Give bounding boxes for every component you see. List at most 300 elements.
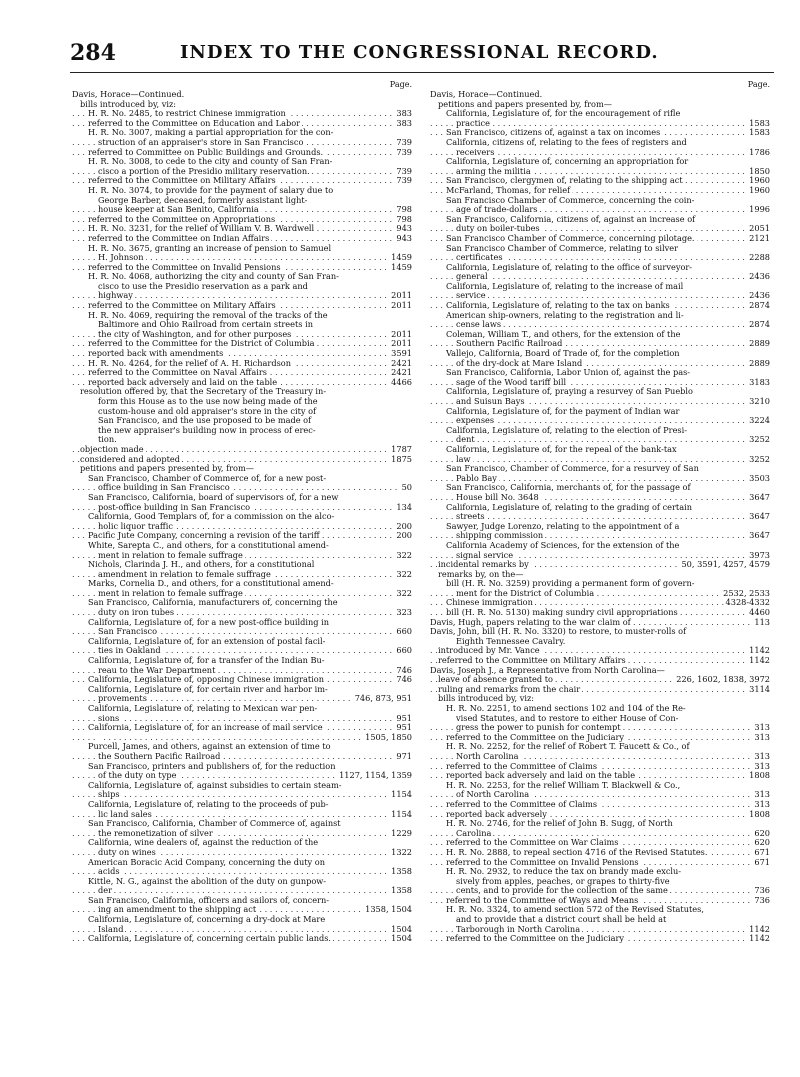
- index-entry: [430, 915, 770, 925]
- entry-text: referred to the Committee on Education and Labor: [88, 118, 301, 128]
- entry-text: cense laws: [456, 320, 502, 330]
- entry-text: H. Johnson: [98, 253, 144, 263]
- entry-text: Island: [98, 924, 124, 934]
- index-entry: [430, 167, 770, 177]
- index-entry: [72, 560, 412, 570]
- entry-page: 739: [396, 176, 412, 186]
- entry-text: San Francisco, California, merchants of, for the passage of: [446, 483, 691, 493]
- entry-text: Carolina: [456, 828, 492, 838]
- entry-text: Davis, Joseph J., a Representative from North Carolina—: [430, 665, 665, 675]
- index-entry: [430, 339, 770, 349]
- entry-text: cisco to use the Presidio reservation as a park and: [98, 281, 308, 291]
- entry-text: referred to the Committee of Claims: [446, 799, 598, 809]
- entry-text: referred to the Committee for the District of Columbia: [88, 339, 315, 349]
- entry-text: H. R. No. 2253, for the relief William T. Blackwell & Co.,: [446, 780, 681, 790]
- entry-page: 943: [396, 233, 412, 243]
- entry-page: 798: [396, 214, 412, 224]
- entry-text: Kittle, N. G., against the abolition of the duty on gunpow-: [88, 876, 327, 886]
- index-entry: [72, 934, 412, 944]
- index-entry: [72, 234, 412, 244]
- index-entry: [72, 215, 412, 225]
- index-entry: [72, 800, 412, 810]
- index-entry: [72, 925, 412, 935]
- entry-text: California, Legislature of, concerning certain public lands.: [88, 934, 332, 944]
- index-entry: [72, 819, 412, 829]
- entry-page: 1154: [391, 809, 412, 819]
- entry-page: 1850: [749, 166, 770, 176]
- index-entry: [430, 349, 770, 359]
- entry-text: California, Legislature of, relating to the proceeds of pub-: [88, 799, 329, 809]
- entry-page: 2051: [749, 224, 770, 234]
- entry-page: 671: [754, 857, 770, 867]
- entry-text: ships: [98, 790, 120, 800]
- entry-text: California, Legislature of, relating to Mexican war pen-: [88, 704, 318, 713]
- entry-text: Davis, Hugh, papers relating to the war claim of: [430, 617, 631, 627]
- entry-text: bill (H. R. No. 3259) providing a permanent form of govern-: [446, 579, 695, 589]
- entry-text: California, Legislature of, relating to the tax on banks: [446, 301, 670, 311]
- index-entry: [430, 512, 770, 522]
- index-entry: [72, 435, 412, 445]
- entry-text: referred to the Committee on Invalid Pensions: [446, 857, 639, 867]
- entry-text: San Francisco Chamber of Commerce, relating to silver: [446, 243, 679, 253]
- entry-text: duty on iron tubes: [98, 608, 175, 618]
- entry-text: H. R. No. 2252, for the relief of Robert T. Faucett & Co., of: [446, 742, 690, 752]
- entry-page: 226, 1602, 1838, 3972: [676, 675, 770, 685]
- index-entry: [430, 455, 770, 465]
- entry-text: American Boracic Acid Company, concerning the duty on: [88, 857, 325, 867]
- entry-page: 313: [754, 761, 770, 771]
- entry-page: 383: [396, 118, 412, 128]
- entry-page: 739: [396, 137, 412, 147]
- index-entry: [72, 694, 412, 704]
- index-entry: [430, 598, 770, 608]
- index-entry: [430, 445, 770, 455]
- entry-text: duty on wines: [98, 847, 156, 857]
- index-entry: [430, 205, 770, 215]
- entry-text: lic land sales: [98, 809, 152, 819]
- index-entry: [430, 253, 770, 263]
- index-entry: [430, 877, 770, 887]
- index-entry: [72, 330, 412, 340]
- index-entry: [430, 435, 770, 445]
- index-entry: [430, 224, 770, 234]
- index-entry: [72, 349, 412, 359]
- entry-text: San Francisco, California, manufacturers of, concerning the: [88, 598, 338, 608]
- index-entry: [72, 282, 412, 292]
- entry-page: 4328-4332: [725, 598, 770, 608]
- entry-text: considered and adopted: [80, 454, 180, 464]
- entry-page: 739: [396, 166, 412, 176]
- entry-text: San Francisco Chamber of Commerce, concerning pilotage.: [446, 233, 695, 243]
- entry-page: 746: [396, 675, 412, 685]
- entry-text: streets: [456, 512, 485, 522]
- entry-text: H. R. No. 2932, to reduce the tax on brandy made exclu-: [446, 867, 682, 877]
- index-entry: [430, 704, 770, 714]
- entry-page: 3114: [749, 684, 770, 694]
- index-entry: [72, 551, 412, 561]
- entry-text: Coleman, William T., and others, for the extension of the: [446, 329, 681, 339]
- entry-page: 2436: [749, 272, 770, 282]
- index-entry: [430, 301, 770, 311]
- index-entry: [72, 368, 412, 378]
- entry-page: 3252: [749, 435, 770, 445]
- entry-text: H. R. No. 3324, to amend section 572 of the Revised Statutes,: [446, 905, 704, 915]
- entry-page: 50, 3591, 4257, 4579: [681, 560, 770, 570]
- index-entry: [72, 205, 412, 215]
- index-entry: [72, 570, 412, 580]
- entry-text: dent: [456, 435, 475, 445]
- entry-text: Tarborough in North Carolina: [456, 924, 581, 934]
- entry-text: provements: [98, 694, 147, 704]
- entry-page: 2874: [749, 301, 770, 311]
- index-entry: [430, 464, 770, 474]
- entry-text: referred to the Committee on Appropriations: [88, 214, 276, 224]
- index-entry: [72, 119, 412, 129]
- index-entry: [72, 858, 412, 868]
- entry-text: bills introduced by, viz:: [80, 99, 177, 109]
- index-entry: [72, 291, 412, 301]
- index-entry: [72, 339, 412, 349]
- entry-text: California, Legislature of, for the repeal of the bank-tax: [446, 444, 677, 454]
- entry-text: Sawyer, Judge Lorenzo, relating to the appointment of a: [446, 521, 680, 531]
- entry-page: 1787: [391, 444, 412, 454]
- entry-text: expenses: [456, 416, 495, 426]
- index-entry: [72, 176, 412, 186]
- entry-text: California, Legislature of, for a new post-office building in: [88, 617, 330, 627]
- entry-page: 2421: [391, 358, 412, 368]
- index-entry: [430, 531, 770, 541]
- entry-text: California, citizens of, relating to the fees of registers and: [446, 137, 687, 147]
- index-entry: [72, 90, 412, 100]
- entry-text: Purcell, James, and others, against an extension of time to: [88, 742, 331, 752]
- entry-text: California, Legislature of, for an extension of postal facil-: [88, 636, 326, 646]
- entry-page: 1786: [749, 147, 770, 157]
- entry-page: 951: [396, 713, 412, 723]
- index-entry: [430, 90, 770, 100]
- index-entry: [72, 416, 412, 426]
- entry-text: reported back with amendments: [88, 349, 224, 359]
- index-entry: [430, 128, 770, 138]
- entry-text: California, Legislature of, relating to the grading of certain: [446, 502, 692, 512]
- index-entry: [430, 426, 770, 436]
- entry-page: 3224: [749, 416, 770, 426]
- index-entry: [72, 426, 412, 436]
- entry-text: California, Legislature of, against subsidies to certain steam-: [88, 780, 342, 790]
- entry-text: cisco a portion of the Presidio military reservation.: [98, 166, 310, 176]
- entry-page: 3973: [749, 550, 770, 560]
- index-entry: [430, 656, 770, 666]
- entry-text: San Francisco, and the use proposed to be made of: [98, 416, 312, 426]
- entry-text: California, Legislature of, concerning an appropriation for: [446, 157, 689, 167]
- entry-page: 943: [396, 224, 412, 234]
- entry-page: 3647: [749, 512, 770, 522]
- index-entry: [72, 838, 412, 848]
- entry-page: 1358: [391, 886, 412, 896]
- entry-text: leave of absence granted to: [438, 675, 553, 685]
- entry-text: amendment in relation to female suffrage: [98, 569, 271, 579]
- entry-page: 1808: [749, 771, 770, 781]
- index-entry: [430, 186, 770, 196]
- index-entry: [430, 675, 770, 685]
- index-entry: [72, 387, 412, 397]
- index-entry: [430, 627, 770, 637]
- entry-text: objection made: [80, 444, 144, 454]
- index-entry: [430, 503, 770, 513]
- index-entry: [430, 608, 770, 618]
- entry-page: 322: [396, 569, 412, 579]
- index-entry: [72, 666, 412, 676]
- entry-page: 1142: [749, 646, 770, 656]
- entry-text: struction of an appraiser's store in San Francisco: [98, 137, 304, 147]
- index-entry: [430, 551, 770, 561]
- entry-text: of the duty on type: [98, 771, 177, 781]
- entry-text: of the dry-dock at Mare Island: [456, 358, 583, 368]
- entry-text: referred to the Committee of Ways and Means: [446, 895, 639, 905]
- page-number: 284: [70, 40, 116, 66]
- index-entry: [72, 627, 412, 637]
- entry-text: McFarland, Thomas, for relief: [446, 185, 571, 195]
- entry-page: 798: [396, 205, 412, 215]
- entry-text: George Barber, deceased, formerly assistant light-: [98, 195, 308, 205]
- index-entry: [72, 253, 412, 263]
- page-column-label: Page.: [389, 80, 412, 89]
- entry-page: 1322: [391, 847, 412, 857]
- header-rule: [70, 72, 774, 73]
- index-entry: [72, 167, 412, 177]
- entry-text: H. R. No. 2251, to amend sections 102 and 104 of the Re-: [446, 704, 686, 713]
- entry-text: petitions and papers presented by, from—: [80, 464, 254, 474]
- index-entry: [430, 858, 770, 868]
- index-entry: [72, 483, 412, 493]
- index-entry: [430, 291, 770, 301]
- page-header: [70, 40, 770, 74]
- index-entry: [72, 196, 412, 206]
- index-entry: [72, 714, 412, 724]
- index-entry: [72, 272, 412, 282]
- index-entry: [72, 905, 412, 915]
- entry-text: California, Legislature of, praying a resurvey of San Pueblo: [446, 387, 693, 397]
- entry-text: San Francisco, clergymen of, relating to the shipping act: [446, 176, 683, 186]
- index-entry: [430, 368, 770, 378]
- index-entry: [72, 320, 412, 330]
- entry-page: 2011: [391, 291, 412, 301]
- entry-text: and Suisun Bays: [456, 397, 525, 406]
- entry-page: 2288: [749, 253, 770, 263]
- entry-page: 3252: [749, 454, 770, 464]
- entry-text: general: [456, 272, 488, 282]
- index-entry: [72, 771, 412, 781]
- index-entry: [72, 618, 412, 628]
- entry-text: [98, 733, 100, 742]
- entry-text: San Francisco, Chamber of Commerce of, for a new post-: [88, 473, 327, 483]
- index-entry: [430, 637, 770, 647]
- entry-text: duty on boiler-tubes: [456, 224, 540, 234]
- entry-text: sage of the Wood tariff bill: [456, 377, 567, 387]
- entry-page: 2011: [391, 339, 412, 349]
- index-entry: [430, 771, 770, 781]
- entry-page: 1459: [391, 253, 412, 263]
- entry-text: referred to the Committee on War Claims: [446, 838, 619, 848]
- entry-text: referred to the Committee on the Judiciary: [446, 934, 625, 944]
- index-entry: [72, 244, 412, 254]
- entry-text: H. R. No. 4264, for the relief of A. H. Richardson: [88, 358, 291, 368]
- index-entry: [430, 762, 770, 772]
- index-entry: [72, 848, 412, 858]
- entry-text: incidental remarks by: [438, 560, 529, 570]
- entry-page: 2011: [391, 301, 412, 311]
- entry-page: 322: [396, 588, 412, 598]
- entry-page: 2121: [749, 233, 770, 243]
- entry-text: California, Legislature of, concerning a dry-dock at Mare: [88, 915, 326, 925]
- entry-text: resolution offered by, that the Secretary of the Treasury in-: [80, 387, 327, 397]
- entry-text: Davis, Horace—Continued.: [430, 90, 543, 99]
- entry-page: 1960: [749, 185, 770, 195]
- entry-page: 383: [396, 109, 412, 119]
- entry-text: referred to the Committee on Military Affairs: [438, 656, 626, 666]
- entry-text: introduced by Mr. Vance: [438, 646, 540, 656]
- index-entry: [430, 618, 770, 628]
- entry-page: 323: [396, 608, 412, 618]
- entry-page: 1960: [749, 176, 770, 186]
- entry-text: the city of Washington, and for other purposes: [98, 329, 292, 339]
- index-entry: [72, 503, 412, 513]
- index-entry: [72, 407, 412, 417]
- entry-text: H. R. No. 3007, making a partial appropriation for the con-: [88, 128, 334, 138]
- entry-page: 1459: [391, 262, 412, 272]
- entry-text: post-office building in San Francisco: [98, 502, 251, 512]
- entry-page: 1127, 1154, 1359: [339, 771, 412, 781]
- index-entry: [72, 186, 412, 196]
- index-entry: [430, 646, 770, 656]
- entry-text: H. R. No. 4069, requiring the removal of the tracks of the: [88, 310, 328, 320]
- index-entry: [430, 925, 770, 935]
- index-entry: [430, 589, 770, 599]
- entry-page: 1142: [749, 934, 770, 944]
- entry-page: 1996: [749, 205, 770, 215]
- index-entry: [430, 138, 770, 148]
- index-entry: [72, 685, 412, 695]
- entry-text: ruling and remarks from the chair: [438, 684, 581, 694]
- entry-text: remarks by, on the—: [438, 569, 524, 579]
- index-entry: [430, 819, 770, 829]
- entry-text: California, Legislature of, relating to the election of Presi-: [446, 425, 688, 435]
- entry-text: der: [98, 886, 113, 896]
- entry-text: Vallejo, California, Board of Trade of, for the completion: [446, 349, 680, 359]
- entry-text: reported back adversely: [446, 809, 547, 819]
- entry-page: 1583: [749, 128, 770, 138]
- entry-page: 971: [396, 751, 412, 761]
- entry-text: American ship-owners, relating to the registration and li-: [446, 310, 684, 320]
- entry-page: 4460: [749, 608, 770, 618]
- entry-page: 313: [754, 732, 770, 742]
- entry-page: 313: [754, 790, 770, 800]
- entry-text: referred to the Committee on the Judiciary: [446, 732, 625, 742]
- index-entry: [72, 829, 412, 839]
- entry-text: California, wine dealers of, against the reduction of the: [88, 838, 319, 848]
- index-entry: [430, 483, 770, 493]
- index-entry: [72, 493, 412, 503]
- index-entry: [72, 896, 412, 906]
- entry-text: law: [456, 454, 471, 464]
- entry-text: sively from apples, peaches, or grapes to thirty-five: [456, 876, 670, 886]
- index-entry: [72, 148, 412, 158]
- index-entry: [430, 196, 770, 206]
- index-entry: [430, 886, 770, 896]
- entry-page: 1505, 1850: [365, 732, 412, 742]
- index-entry: [72, 790, 412, 800]
- entry-text: shipping commission: [456, 531, 544, 541]
- index-entry: [430, 848, 770, 858]
- entry-text: vised Statutes, and to restore to either House of Con-: [456, 713, 679, 723]
- entry-text: sions: [98, 713, 120, 723]
- entry-text: H. R. No. 2485, to restrict Chinese immigration: [88, 109, 286, 119]
- entry-text: Marks, Cornelia D., and others, for a constitutional amend-: [88, 579, 334, 589]
- entry-page: 746: [396, 665, 412, 675]
- index-entry: [72, 762, 412, 772]
- entry-text: ties in Oakland: [98, 646, 161, 656]
- entry-text: custom-house and old appraiser's store in the city of: [98, 406, 317, 416]
- index-entry: [72, 886, 412, 896]
- entry-page: 2436: [749, 291, 770, 301]
- index-entry: [430, 119, 770, 129]
- entry-text: ing an amendment to the shipping act: [98, 905, 257, 915]
- index-entry: [430, 867, 770, 877]
- index-entry: [430, 905, 770, 915]
- entry-text: H. R. No. 2746, for the relief of John B. Sugg, of North: [446, 819, 673, 829]
- entry-page: 739: [396, 147, 412, 157]
- entry-page: 1142: [749, 656, 770, 666]
- index-entry: [430, 829, 770, 839]
- entry-text: San Francisco, printers and publishers of, for the reduction: [88, 761, 336, 771]
- entry-text: Baltimore and Ohio Railroad from certain streets in: [98, 320, 313, 330]
- index-entry: [72, 455, 412, 465]
- entry-page: 3503: [749, 473, 770, 483]
- index-entry: [72, 646, 412, 656]
- index-entry: [430, 666, 770, 676]
- index-entry: [72, 157, 412, 167]
- index-entry: [430, 359, 770, 369]
- entry-page: 3183: [749, 377, 770, 387]
- entry-page: 3591: [391, 349, 412, 359]
- entry-page: 660: [396, 627, 412, 637]
- entry-text: holic liquor traffic: [98, 521, 173, 531]
- entry-text: and to provide that a district court shall be held at: [456, 915, 667, 925]
- index-entry: [72, 742, 412, 752]
- entry-text: Davis, Horace—Continued.: [72, 90, 185, 99]
- index-entry: [430, 790, 770, 800]
- entry-text: San Francisco, California, Labor Union of, against the pas-: [446, 368, 691, 378]
- entry-page: 2532, 2533: [723, 588, 770, 598]
- entry-text: gress the power to punish for contempt: [456, 723, 621, 733]
- index-entry: [72, 224, 412, 234]
- entry-text: H. R. No. 3074, to provide for the payment of salary due to: [88, 185, 334, 195]
- entry-page: 3647: [749, 492, 770, 502]
- index-entry: [430, 157, 770, 167]
- entry-text: San Francisco Chamber of Commerce, concerning the coin-: [446, 195, 695, 205]
- entry-text: arming the militia: [456, 166, 531, 176]
- index-entry: [72, 531, 412, 541]
- entry-text: San Francisco, citizens of, against a tax on incomes: [446, 128, 661, 138]
- entry-text: reau to the War Department: [98, 665, 216, 675]
- index-entry: [72, 752, 412, 762]
- entry-text: referred to the Committee on Indian Affairs: [88, 233, 270, 243]
- entry-text: reported back adversely and laid on the table: [446, 771, 636, 781]
- entry-page: 134: [396, 502, 412, 512]
- running-title: INDEX TO THE CONGRESSIONAL RECORD.: [180, 42, 659, 63]
- entry-text: California, Legislature of, for an increase of mail service: [88, 723, 323, 733]
- index-entry: [72, 608, 412, 618]
- index-entry: [72, 445, 412, 455]
